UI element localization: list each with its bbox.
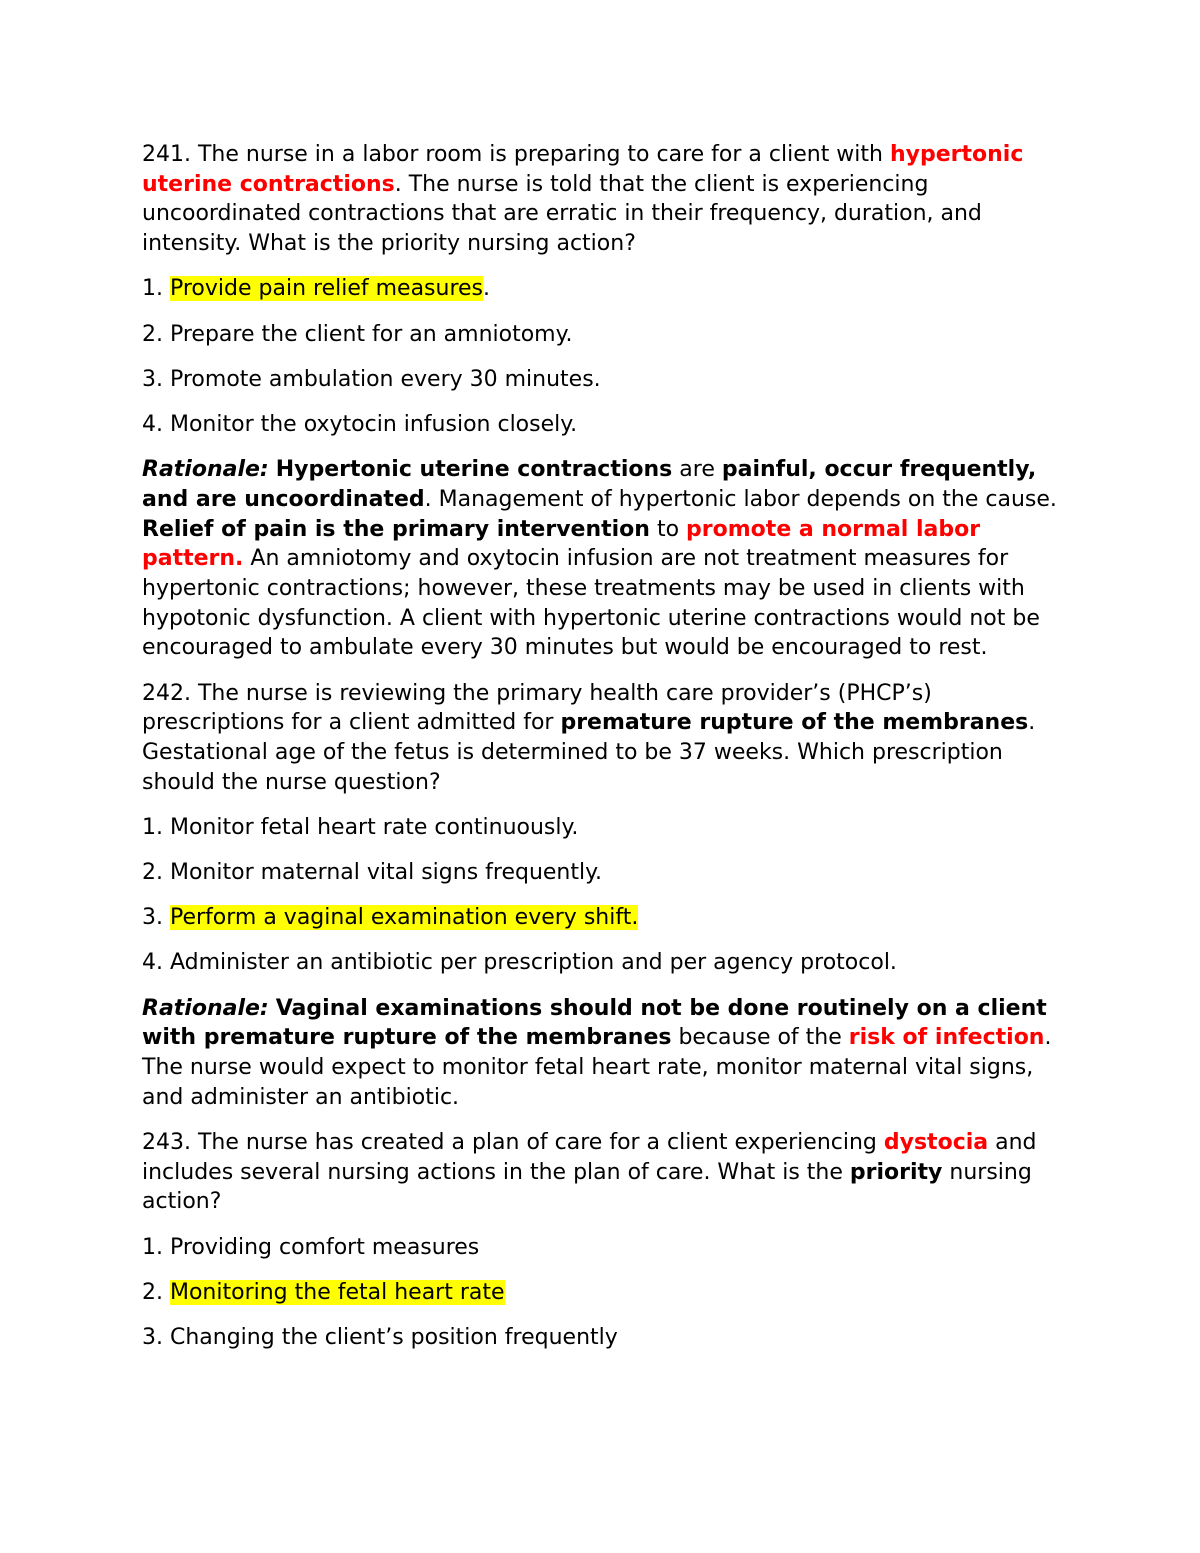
q241-stem: 241. The nurse in a labor room is preparing to care for a client with hypertonic uterine contractions. The nurse is told that the client is experiencing uncoordinated contractions that are erratic in their frequency, duration, and intensity. What is the priority nursing action?: [142, 142, 1024, 257]
q242-option-4: 4. Administer an antibiotic per prescription and per agency protocol.: [142, 950, 897, 976]
rationale-label: Rationale:: [142, 995, 269, 1021]
q243-key-term: dystocia: [883, 1129, 989, 1155]
q242-rationale: Rationale: Vaginal examinations should not be done routinely on a client with premature rupture of the membranes because of the risk of infection. The nurse would expect to monitor fetal heart rate, monitor maternal vital signs, and administer an antibiotic.: [142, 995, 1052, 1110]
q242-option-3: 3. Perform a vaginal examination every shift.: [142, 905, 639, 931]
q242-answer-highlight: Perform a vaginal examination every shift.: [169, 905, 639, 931]
q243-stem: 243. The nurse has created a plan of care for a client experiencing dystocia and includes several nursing actions in the plan of care. What is the priority nursing action?: [142, 1129, 1037, 1215]
q241-option-4: 4. Monitor the oxytocin infusion closely.: [142, 411, 578, 437]
q243-option-3: 3. Changing the client’s position frequently: [142, 1325, 618, 1350]
document-page: [142, 140, 1072, 1353]
q241-answer-highlight: Provide pain relief measures: [169, 276, 484, 302]
q241-option-2: 2. Prepare the client for an amniotomy.: [142, 321, 573, 347]
q241-option-3: 3. Promote ambulation every 30 minutes.: [142, 366, 601, 392]
q241-key-term: hypertonic uterine contractions: [142, 142, 1024, 197]
q243-option-1: 1. Providing comfort measures: [142, 1234, 480, 1260]
q243-option-2: 2. Monitoring the fetal heart rate: [142, 1279, 505, 1305]
q241-rationale: Rationale: Hypertonic uterine contractions are painful, occur frequently, and are uncoordinated. Management of hypertonic labor depends on the cause. Relief of pain is the primary intervention to promote a normal labor pattern. An amniotomy and oxytocin infusion are not treatment measures for hypertonic contractions; however, these treatments may be used in clients with hypotonic dysfunction. A client with hypertonic uterine contractions would not be encouraged to ambulate every 30 minutes but would be encouraged to rest.: [142, 457, 1057, 661]
q243-answer-highlight: Monitoring the fetal heart rate: [169, 1279, 505, 1305]
rationale-label: Rationale:: [142, 457, 269, 483]
q242-stem: 242. The nurse is reviewing the primary health care provider’s (PHCP’s) prescriptions for a client admitted for premature rupture of the membranes. Gestational age of the fetus is determined to be 37 weeks. Which prescription should the nurse question?: [142, 680, 1036, 795]
q241-option-1: 1. Provide pain relief measures.: [142, 276, 491, 302]
q242-option-1: 1. Monitor fetal heart rate continuously.: [142, 814, 579, 840]
q242-option-2: 2. Monitor maternal vital signs frequently.: [142, 860, 602, 886]
